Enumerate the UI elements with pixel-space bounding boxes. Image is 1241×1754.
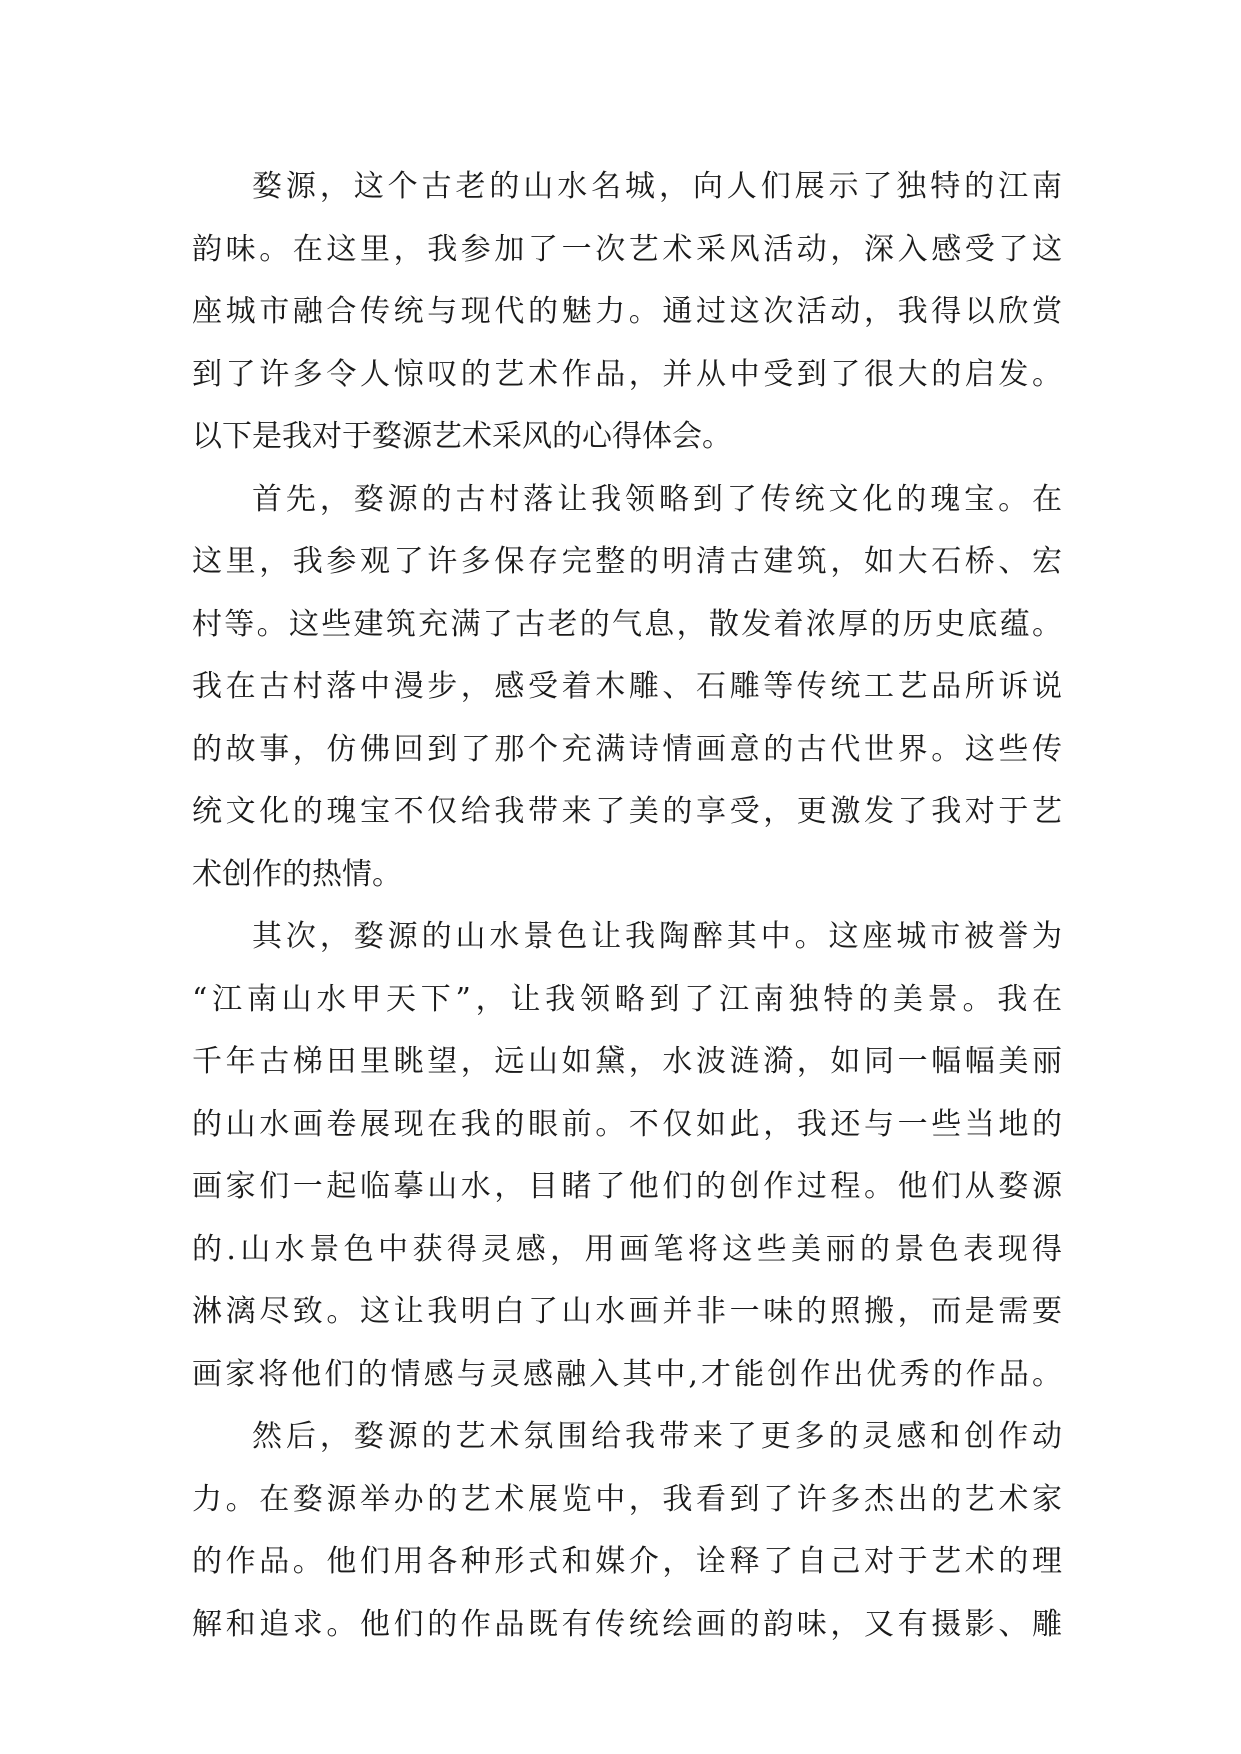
- text-line: 到了许多令人惊叹的艺术作品，并从中受到了很大的启发。: [192, 356, 1062, 392]
- text-line: 的.山水景色中获得灵感，用画笔将这些美丽的景色表现得: [192, 1231, 1062, 1267]
- text-line: 我在古村落中漫步，感受着木雕、石雕等传统工艺品所诉说: [192, 669, 1062, 704]
- text-line: 力。在婺源举办的艺术展览中，我看到了许多杰出的艺术家: [192, 1481, 1062, 1517]
- text-line: 婺源，这个古老的山水名城，向人们展示了独特的江南: [252, 169, 1062, 204]
- text-line: 的故事，仿佛回到了那个充满诗情画意的古代世界。这些传: [192, 731, 1062, 767]
- text-line: 统文化的瑰宝不仅给我带来了美的享受，更激发了我对于艺: [192, 794, 1062, 829]
- text-line: 然后，婺源的艺术氛围给我带来了更多的灵感和创作动: [252, 1419, 1062, 1454]
- text-line: 画家们一起临摹山水，目睹了他们的创作过程。他们从婺源: [192, 1169, 1062, 1204]
- text-line: 的山水画卷展现在我的眼前。不仅如此，我还与一些当地的: [192, 1106, 1062, 1142]
- text-line: 解和追求。他们的作品既有传统绘画的韵味，又有摄影、雕: [192, 1606, 1062, 1642]
- text-line: 千年古梯田里眺望，远山如黛，水波涟漪，如同一幅幅美丽: [192, 1044, 1062, 1079]
- paragraph-4: [192, 1406, 1062, 1656]
- text-line: 画家将他们的情感与灵感融入其中,才能创作出优秀的作品。: [192, 1356, 1062, 1392]
- text-line: 首先，婺源的古村落让我领略到了传统文化的瑰宝。在: [252, 481, 1062, 517]
- paragraph-2: [192, 469, 1062, 907]
- text-line: 的作品。他们用各种形式和媒介，诠释了自己对于艺术的理: [192, 1544, 1062, 1579]
- text-line: 以下是我对于婺源艺术采风的心得体会。: [192, 419, 732, 454]
- text-line: 座城市融合传统与现代的魅力。通过这次活动，我得以欣赏: [192, 294, 1062, 329]
- text-line: 其次，婺源的山水景色让我陶醉其中。这座城市被誉为: [252, 919, 1062, 954]
- text-line: “江南山水甲天下”，让我领略到了江南独特的美景。我在: [192, 981, 1062, 1017]
- paragraph-1: [192, 156, 1062, 469]
- paragraph-3: [192, 906, 1062, 1406]
- text-line: 韵味。在这里，我参加了一次艺术采风活动，深入感受了这: [192, 231, 1062, 267]
- text-line: 这里，我参观了许多保存完整的明清古建筑，如大石桥、宏: [192, 544, 1062, 579]
- text-line: 淋漓尽致。这让我明白了山水画并非一味的照搬，而是需要: [192, 1294, 1062, 1329]
- article-body: [192, 156, 1062, 1656]
- text-line: 村等。这些建筑充满了古老的气息，散发着浓厚的历史底蕴。: [192, 606, 1062, 642]
- text-line: 术创作的热情。: [192, 856, 402, 892]
